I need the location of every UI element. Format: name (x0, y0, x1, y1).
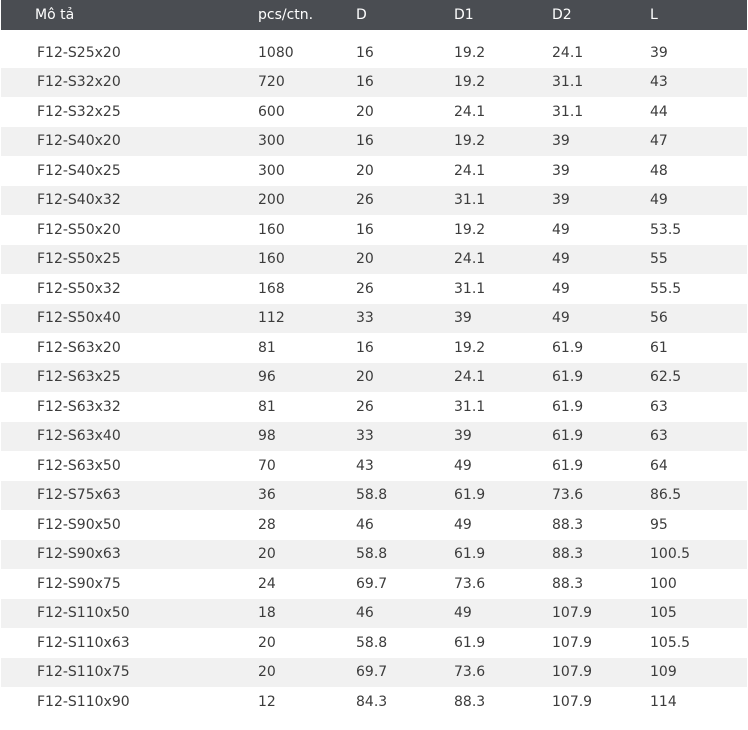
table-row (1, 687, 747, 717)
cell-pcs-per-carton: 720 (258, 74, 285, 91)
table-row (1, 510, 747, 540)
cell-description: F12-S63x20 (37, 339, 121, 356)
cell-d2: 61.9 (552, 339, 584, 356)
cell-d2: 31.1 (552, 74, 584, 91)
cell-d: 58.8 (356, 634, 388, 651)
cell-pcs-per-carton: 28 (258, 516, 276, 533)
cell-l: 47 (650, 133, 668, 150)
cell-pcs-per-carton: 168 (258, 280, 285, 297)
header-d2: D2 (552, 7, 572, 23)
cell-pcs-per-carton: 24 (258, 575, 276, 592)
cell-description: F12-S50x32 (37, 280, 121, 297)
cell-d: 26 (356, 192, 374, 209)
cell-description: F12-S50x40 (37, 310, 121, 327)
cell-pcs-per-carton: 18 (258, 605, 276, 622)
cell-d2: 107.9 (552, 693, 593, 710)
cell-d2: 31.1 (552, 103, 584, 120)
cell-description: F12-S90x75 (37, 575, 121, 592)
table-row (1, 481, 747, 511)
cell-d: 69.7 (356, 664, 388, 681)
cell-d2: 24.1 (552, 44, 584, 61)
cell-pcs-per-carton: 96 (258, 369, 276, 386)
cell-d: 58.8 (356, 487, 388, 504)
cell-d: 43 (356, 457, 374, 474)
cell-description: F12-S40x32 (37, 192, 121, 209)
cell-pcs-per-carton: 81 (258, 339, 276, 356)
header-l: L (650, 7, 658, 23)
table-row (1, 274, 747, 304)
cell-l: 43 (650, 74, 668, 91)
table-row (1, 569, 747, 599)
cell-l: 55.5 (650, 280, 682, 297)
cell-l: 48 (650, 162, 668, 179)
cell-d: 26 (356, 398, 374, 415)
cell-d: 69.7 (356, 575, 388, 592)
cell-d: 46 (356, 605, 374, 622)
cell-pcs-per-carton: 300 (258, 133, 285, 150)
table-row (1, 628, 747, 658)
cell-d1: 61.9 (454, 546, 486, 563)
cell-d1: 49 (454, 457, 472, 474)
cell-d1: 31.1 (454, 192, 486, 209)
cell-pcs-per-carton: 81 (258, 398, 276, 415)
cell-description: F12-S63x50 (37, 457, 121, 474)
cell-d2: 88.3 (552, 575, 584, 592)
cell-l: 105.5 (650, 634, 691, 651)
table-row (1, 304, 747, 334)
cell-description: F12-S90x63 (37, 546, 121, 563)
header-d1: D1 (454, 7, 474, 23)
table-row (1, 186, 747, 216)
cell-d2: 39 (552, 162, 570, 179)
cell-description: F12-S110x63 (37, 634, 130, 651)
cell-description: F12-S63x32 (37, 398, 121, 415)
cell-l: 100 (650, 575, 677, 592)
cell-d2: 61.9 (552, 457, 584, 474)
cell-l: 55 (650, 251, 668, 268)
spec-table (1, 0, 747, 717)
cell-l: 105 (650, 605, 677, 622)
cell-d: 16 (356, 44, 374, 61)
cell-l: 64 (650, 457, 668, 474)
table-row (1, 38, 747, 68)
cell-description: F12-S110x90 (37, 693, 130, 710)
cell-d1: 49 (454, 605, 472, 622)
table-row (1, 540, 747, 570)
cell-d1: 24.1 (454, 251, 486, 268)
cell-d1: 31.1 (454, 280, 486, 297)
table-row (1, 422, 747, 452)
cell-l: 63 (650, 428, 668, 445)
cell-d1: 19.2 (454, 74, 486, 91)
header-d: D (356, 7, 367, 23)
cell-l: 62.5 (650, 369, 682, 386)
cell-l: 56 (650, 310, 668, 327)
cell-pcs-per-carton: 12 (258, 693, 276, 710)
cell-d1: 73.6 (454, 664, 486, 681)
table-row (1, 127, 747, 157)
cell-description: F12-S32x20 (37, 74, 121, 91)
cell-description: F12-S32x25 (37, 103, 121, 120)
cell-pcs-per-carton: 20 (258, 664, 276, 681)
cell-d2: 107.9 (552, 605, 593, 622)
cell-d1: 19.2 (454, 221, 486, 238)
cell-d: 16 (356, 74, 374, 91)
cell-pcs-per-carton: 36 (258, 487, 276, 504)
cell-d2: 61.9 (552, 369, 584, 386)
cell-l: 86.5 (650, 487, 682, 504)
cell-pcs-per-carton: 112 (258, 310, 285, 327)
cell-d: 20 (356, 103, 374, 120)
header-spacer (1, 30, 747, 38)
cell-pcs-per-carton: 1080 (258, 44, 294, 61)
cell-pcs-per-carton: 160 (258, 251, 285, 268)
cell-d2: 49 (552, 280, 570, 297)
cell-d2: 88.3 (552, 516, 584, 533)
table-row (1, 333, 747, 363)
cell-l: 100.5 (650, 546, 691, 563)
cell-pcs-per-carton: 98 (258, 428, 276, 445)
cell-d1: 24.1 (454, 103, 486, 120)
table-body (1, 38, 747, 717)
cell-d1: 49 (454, 516, 472, 533)
cell-d2: 49 (552, 221, 570, 238)
cell-l: 53.5 (650, 221, 682, 238)
cell-d1: 19.2 (454, 44, 486, 61)
cell-d1: 73.6 (454, 575, 486, 592)
cell-pcs-per-carton: 160 (258, 221, 285, 238)
cell-d1: 88.3 (454, 693, 486, 710)
cell-pcs-per-carton: 20 (258, 634, 276, 651)
cell-pcs-per-carton: 200 (258, 192, 285, 209)
cell-d1: 61.9 (454, 634, 486, 651)
table-row (1, 156, 747, 186)
cell-d1: 19.2 (454, 133, 486, 150)
cell-description: F12-S110x50 (37, 605, 130, 622)
table-header (1, 0, 747, 30)
table-row (1, 599, 747, 629)
header-description: Mô tả (35, 7, 75, 23)
cell-pcs-per-carton: 20 (258, 546, 276, 563)
cell-d1: 39 (454, 310, 472, 327)
cell-d1: 61.9 (454, 487, 486, 504)
cell-l: 39 (650, 44, 668, 61)
cell-l: 49 (650, 192, 668, 209)
cell-d2: 39 (552, 133, 570, 150)
header-pcs-per-carton: pcs/ctn. (258, 7, 314, 23)
cell-l: 44 (650, 103, 668, 120)
cell-l: 114 (650, 693, 677, 710)
table-row (1, 215, 747, 245)
cell-d1: 31.1 (454, 398, 486, 415)
table-row (1, 451, 747, 481)
table-row (1, 658, 747, 688)
cell-description: F12-S75x63 (37, 487, 121, 504)
cell-description: F12-S90x50 (37, 516, 121, 533)
cell-d2: 73.6 (552, 487, 584, 504)
cell-d: 84.3 (356, 693, 388, 710)
cell-d1: 24.1 (454, 369, 486, 386)
cell-description: F12-S40x20 (37, 133, 121, 150)
cell-description: F12-S50x25 (37, 251, 121, 268)
cell-l: 63 (650, 398, 668, 415)
table-row (1, 363, 747, 393)
cell-d2: 39 (552, 192, 570, 209)
cell-d2: 49 (552, 310, 570, 327)
cell-description: F12-S63x25 (37, 369, 121, 386)
cell-d: 16 (356, 133, 374, 150)
cell-d: 20 (356, 369, 374, 386)
cell-d: 20 (356, 251, 374, 268)
cell-l: 109 (650, 664, 677, 681)
cell-description: F12-S25x20 (37, 44, 121, 61)
cell-d2: 107.9 (552, 634, 593, 651)
cell-d2: 88.3 (552, 546, 584, 563)
cell-d: 46 (356, 516, 374, 533)
table-row (1, 68, 747, 98)
cell-l: 61 (650, 339, 668, 356)
cell-d: 26 (356, 280, 374, 297)
cell-description: F12-S110x75 (37, 664, 130, 681)
cell-d: 33 (356, 428, 374, 445)
cell-d1: 19.2 (454, 339, 486, 356)
cell-d2: 107.9 (552, 664, 593, 681)
cell-d2: 49 (552, 251, 570, 268)
cell-d: 16 (356, 339, 374, 356)
cell-d2: 61.9 (552, 428, 584, 445)
cell-d: 58.8 (356, 546, 388, 563)
cell-d: 33 (356, 310, 374, 327)
cell-pcs-per-carton: 300 (258, 162, 285, 179)
table-row (1, 97, 747, 127)
cell-d2: 61.9 (552, 398, 584, 415)
cell-description: F12-S50x20 (37, 221, 121, 238)
cell-description: F12-S40x25 (37, 162, 121, 179)
cell-d: 16 (356, 221, 374, 238)
cell-pcs-per-carton: 70 (258, 457, 276, 474)
cell-l: 95 (650, 516, 668, 533)
cell-description: F12-S63x40 (37, 428, 121, 445)
cell-d1: 24.1 (454, 162, 486, 179)
table-row (1, 392, 747, 422)
table-row (1, 245, 747, 275)
cell-d: 20 (356, 162, 374, 179)
cell-pcs-per-carton: 600 (258, 103, 285, 120)
cell-d1: 39 (454, 428, 472, 445)
